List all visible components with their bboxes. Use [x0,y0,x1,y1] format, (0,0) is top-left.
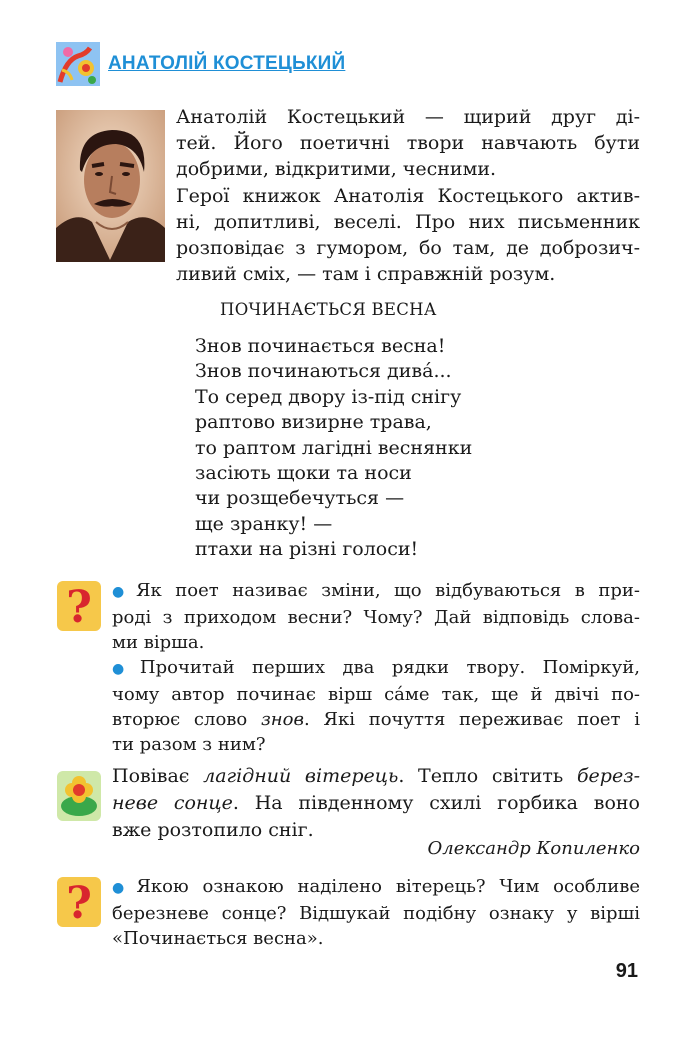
questions-block-1 [112,578,640,757]
excerpt-line: неве сонце. На південному схилі горбика воно [112,792,640,814]
ornament-icon [56,42,100,86]
question-line: вторює слово знов. Які почуття переживає поет і [112,709,640,730]
flower-icon [56,770,102,822]
poem-body [195,334,472,563]
poem-line: Знов починається весна! [195,335,446,357]
svg-text:?: ? [66,878,92,928]
question-line: роді з приходом весни? Чому? Дай відповідь слова- [112,607,640,628]
svg-text:?: ? [66,582,92,632]
poem-title: ПОЧИНАЄТЬСЯ ВЕСНА [220,300,437,319]
question-line: «Починається весна». [112,928,324,949]
poem-line: ще зранку! — [195,512,333,535]
bio-line: добрими, відкритими, чесними. [176,158,497,181]
question-item: ● Як поет називає зміни, що відбуваються в при- [112,580,641,601]
question-line: березневе сонце? Відшукай подібну ознаку у вірші [112,903,640,924]
bio-line: ливий сміх, — там і справжній розум. [176,263,556,286]
bio-line: Герої книжок Анатолія Костецького актив- [176,184,640,207]
poem-line: то раптом лагідні веснянки [195,436,473,459]
excerpt-line: вже розтопило сніг. [112,819,314,841]
excerpt-attribution: Олександр Копиленко [427,838,640,859]
author-portrait [56,110,165,262]
page-number: 91 [615,960,638,982]
questions-block-2 [112,874,640,951]
question-item: ● Якою ознакою наділено вітерець? Чим особливе [112,876,640,897]
literary-excerpt [112,763,640,844]
question-line: ти разом з ним? [112,734,266,755]
poem-line: птахи на різні голоси! [195,538,419,561]
question-mark-icon [56,876,102,928]
bio-line: розповідає з гумором, бо там, де доброзич- [176,237,640,260]
question-line: ми вірша. [112,632,205,653]
poem-line: чи розщебечуться — [195,487,405,510]
question-item: ● Прочитай перших два рядки твору. Поміркуй, [112,657,640,678]
author-name-link[interactable]: АНАТОЛІЙ КОСТЕЦЬКИЙ [108,53,346,74]
bullet-icon: ● [112,584,133,600]
bullet-icon: ● [112,661,136,677]
bio-line: тей. Його поетичні твори навчають бути [176,132,640,155]
bio-line: Анатолій Костецький — щирий друг ді- [176,106,640,128]
bio-line: ні, допитливі, веселі. Про них письменник [176,210,640,233]
section-header [56,42,345,86]
question-line: чому автор починає вірш сáме так, ще й двічі по- [112,684,640,705]
poem-line: То серед двору із-під снігу [195,385,462,408]
excerpt-line: Повіває лагідний вітерець. Тепло світить берез- [112,765,640,787]
poem-line: засіють щоки та носи [195,462,412,485]
author-bio [176,104,640,287]
poem-line: раптово визирне трава, [195,411,432,434]
bullet-icon: ● [112,880,133,896]
poem-line: Знов починаються дивá... [195,360,452,383]
question-mark-icon [56,580,102,632]
